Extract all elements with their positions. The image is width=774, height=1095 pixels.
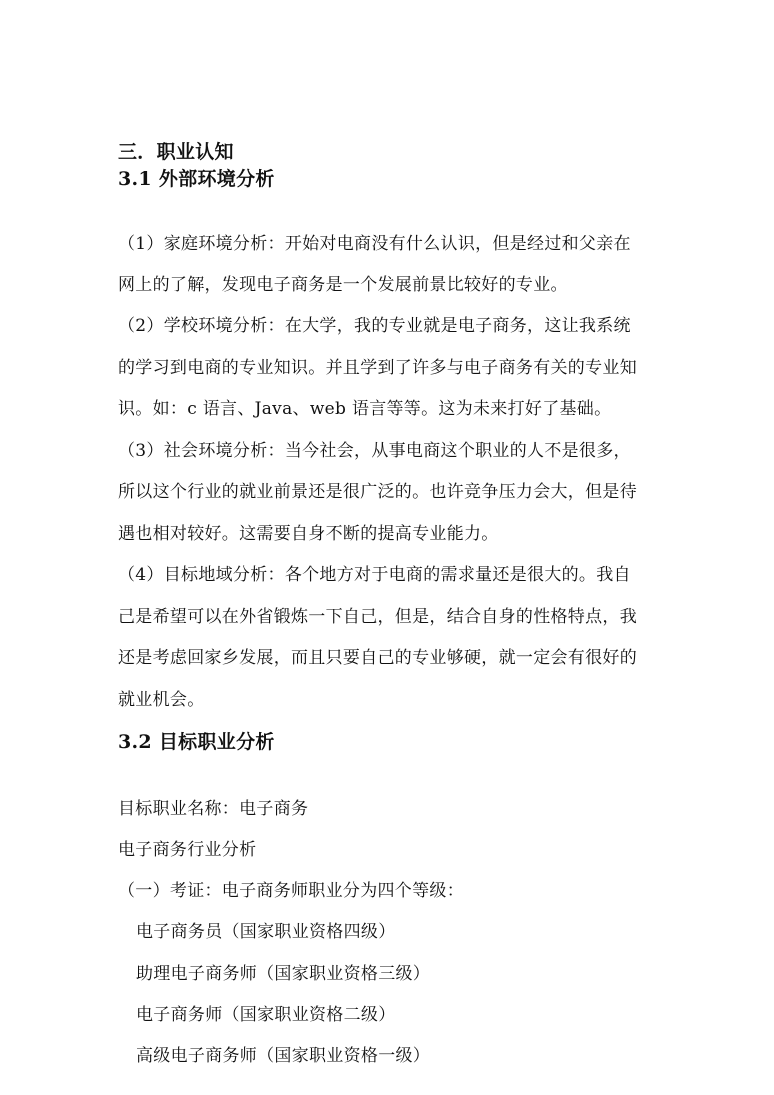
paragraph-line: 就业机会。 (118, 690, 205, 710)
paragraph-line: 还是考虑回家乡发展，而且只要自己的专业够硬，就一定会有很好的 (118, 648, 637, 668)
industry-analysis: 电子商务行业分析 (118, 840, 257, 860)
level-item: 高级电子商务师（国家职业资格一级） (136, 1046, 431, 1066)
paragraph-line: 遇也相对较好。这需要自身不断的提高专业能力。 (118, 524, 499, 544)
paragraph-line: （3）社会环境分析：当今社会，从事电商这个职业的人不是很多， (118, 441, 631, 461)
paragraph-line: 识。如：c 语言、Java、web 语言等等。这为未来打好了基础。 (118, 399, 612, 419)
paragraph-line: （1）家庭环境分析：开始对电商没有什么认识，但是经过和父亲在 (118, 234, 631, 254)
paragraph-line: 己是希望可以在外省锻炼一下自己，但是，结合自身的性格特点，我 (118, 607, 637, 627)
target-job-name: 目标职业名称：电子商务 (118, 799, 309, 819)
subsection-title-external: 3.1 外部环境分析 (118, 168, 275, 190)
paragraph-line: （2）学校环境分析：在大学，我的专业就是电子商务，这让我系统 (118, 316, 631, 336)
level-item: 电子商务员（国家职业资格四级） (136, 922, 396, 942)
paragraph-line: 网上的了解，发现电子商务是一个发展前景比较好的专业。 (118, 275, 568, 295)
paragraph-line: （4）目标地域分析：各个地方对于电商的需求量还是很大的。我自 (118, 565, 631, 585)
paragraph-line: 的学习到电商的专业知识。并且学到了许多与电子商务有关的专业知 (118, 358, 637, 378)
certification-heading: （一）考证：电子商务师职业分为四个等级： (118, 881, 464, 901)
level-item: 助理电子商务师（国家职业资格三级） (136, 964, 431, 984)
level-item: 电子商务师（国家职业资格二级） (136, 1005, 396, 1025)
paragraph-line: 所以这个行业的就业前景还是很广泛的。也许竞争压力会大，但是待 (118, 482, 637, 502)
subsection-title-target: 3.2 目标职业分析 (118, 731, 275, 753)
section-title: 三．职业认知 (118, 141, 234, 163)
